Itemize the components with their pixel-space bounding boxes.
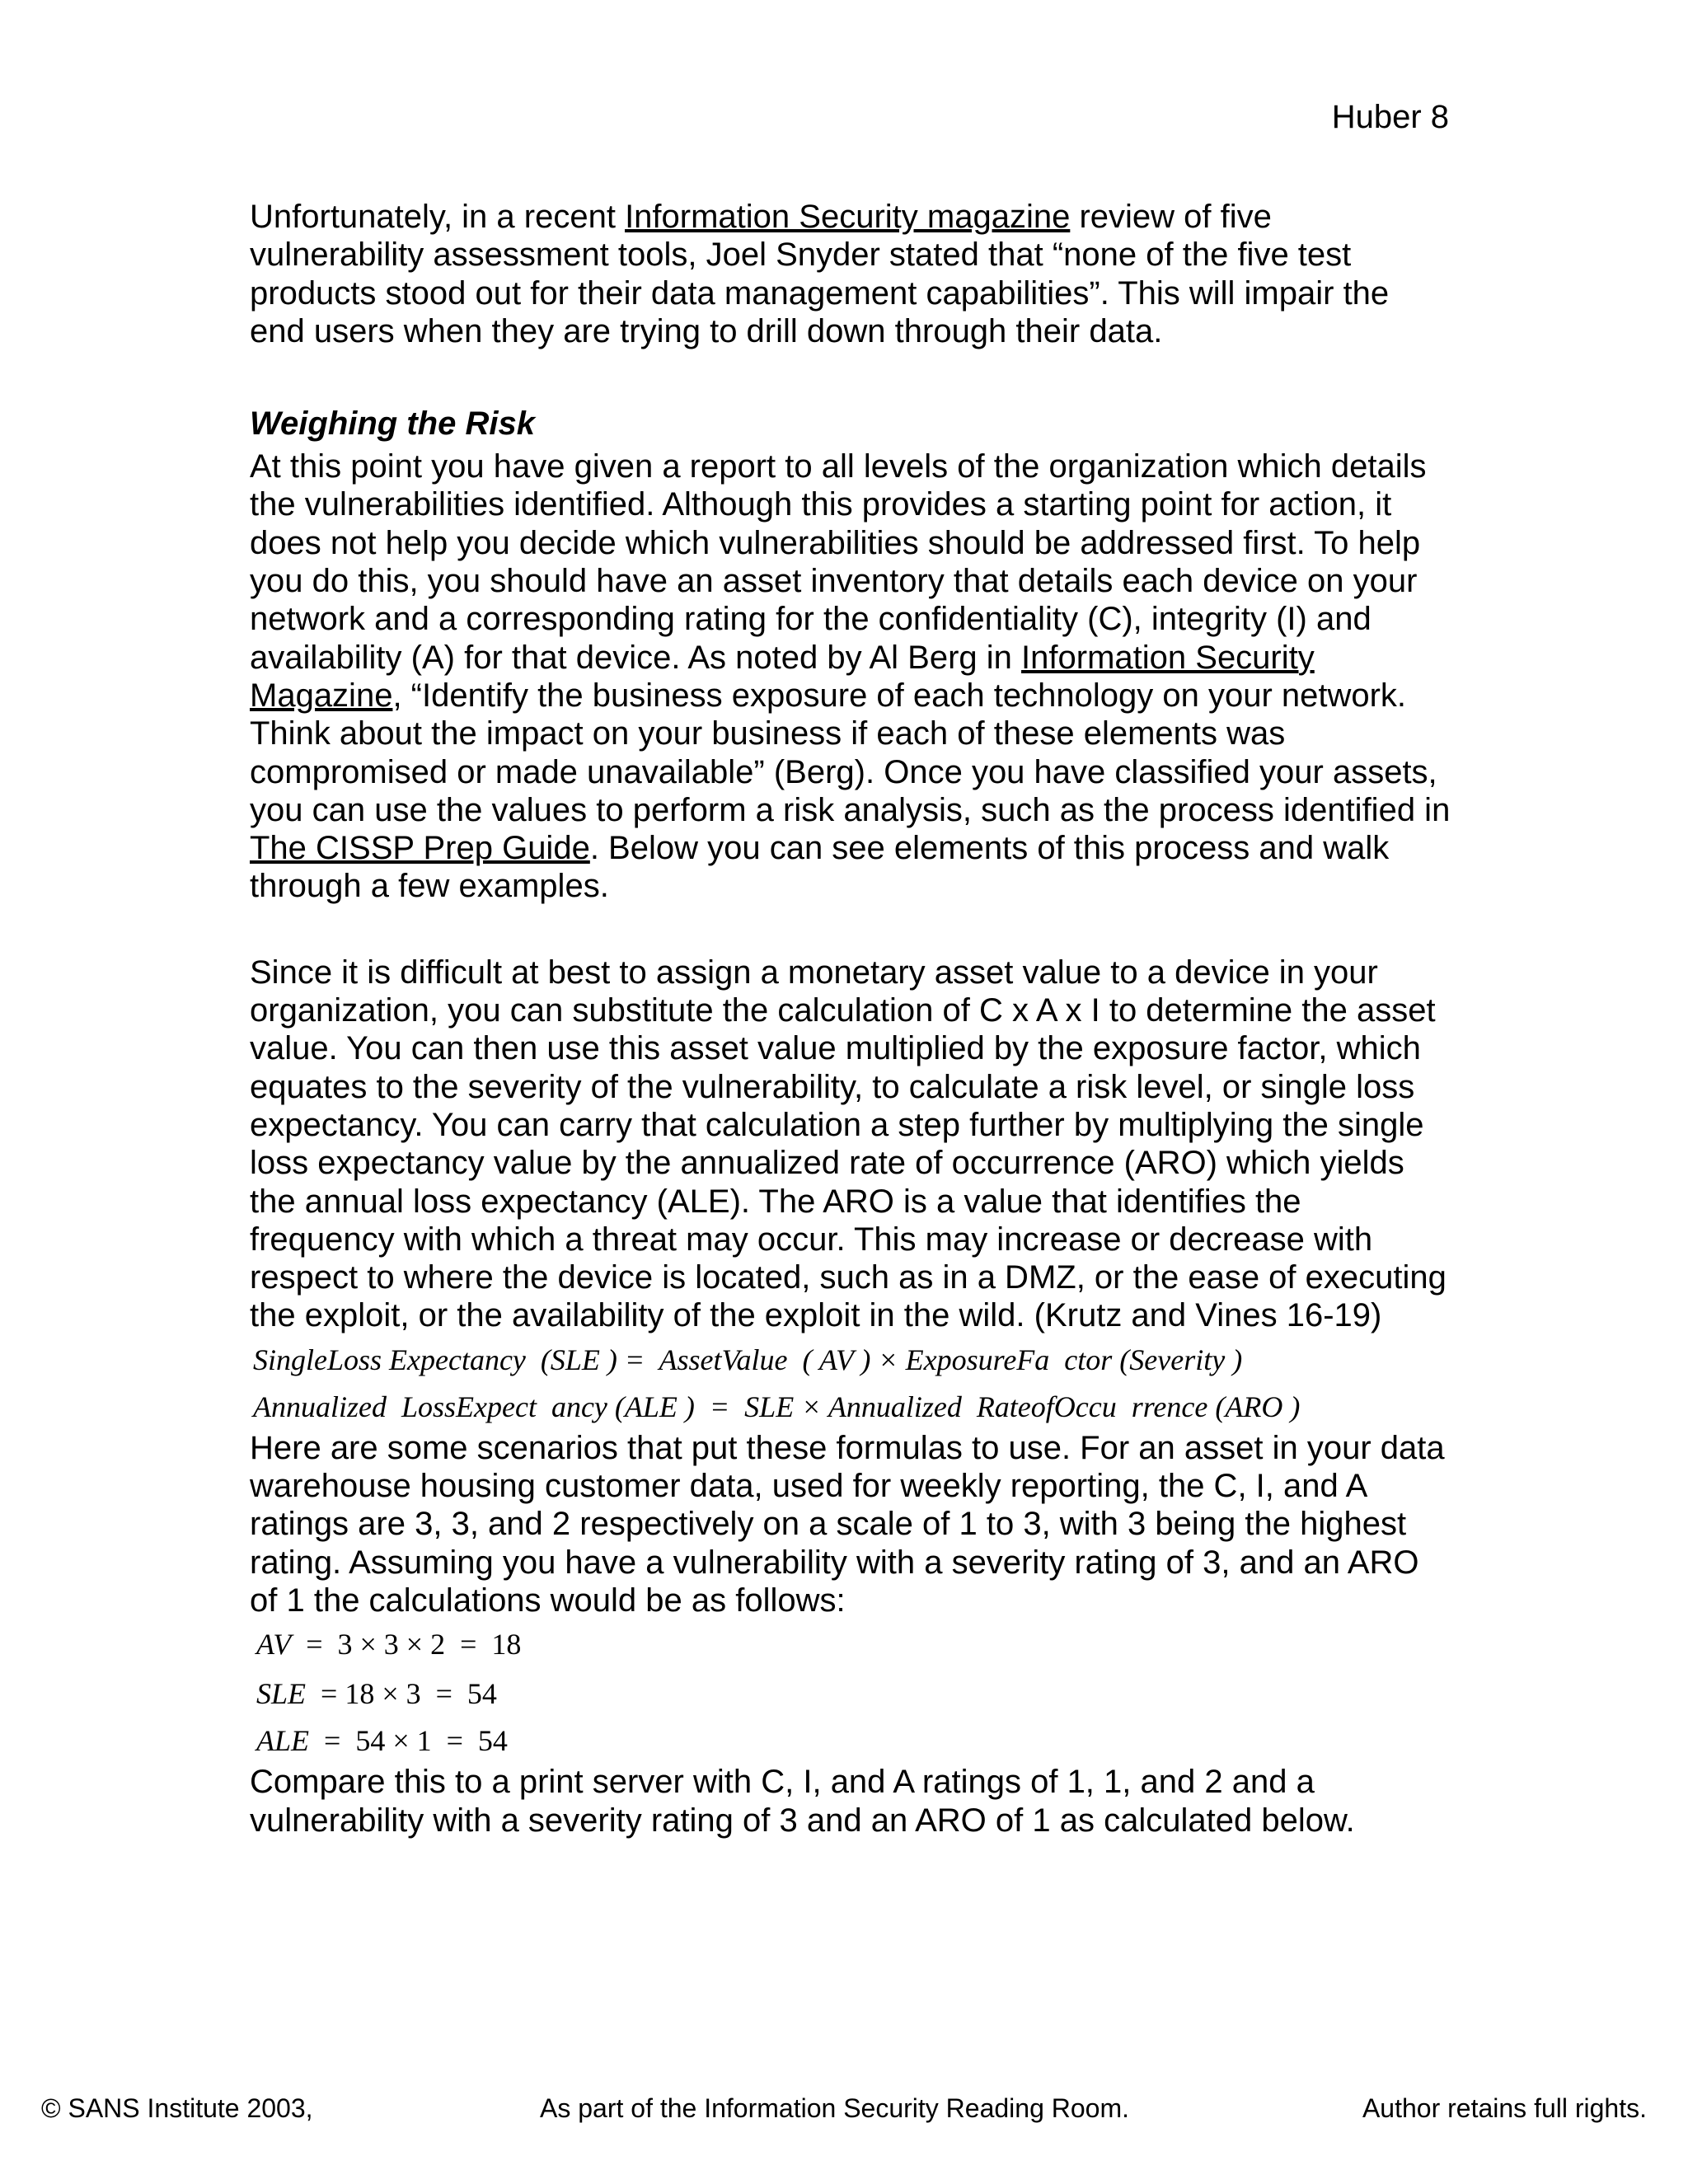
calculation-av	[250, 1619, 1453, 1669]
paragraph-intro	[250, 198, 1453, 350]
calculation-sle-var: SLE	[256, 1677, 307, 1711]
calculation-ale-expr: = 54 × 1 = 54	[309, 1724, 508, 1758]
paragraph-scenarios: Here are some scenarios that put these formulas to use. For an asset in your data warehouse housing customer data, used for weekly reporting, the C, I, and A ratings are 3, 3, and 2 respectively on a scale of 1 to 3, with 3 being the highest rating. Assuming you have a vulnerability with a severity rating of 3, and an ARO of 1 the calculations would be as follows:	[250, 1429, 1445, 1619]
formula-sle: SingleLoss Expectancy (SLE ) = AssetValue ( AV ) × ExposureFa ctor (Severity )	[253, 1343, 1243, 1376]
citation-information-security-magazine: Information Security magazine	[625, 199, 1071, 235]
calculation-av-var: AV	[256, 1628, 292, 1661]
citation-cissp-prep-guide: The CISSP Prep Guide	[250, 830, 590, 867]
citation-information-security-magazine-2: Information Security Magazine	[250, 639, 1315, 714]
paragraph-print-server: Compare this to a print server with C, I, and A ratings of 1, 1, and 2 and a vulnerability with a severity rating of 3 and an ARO of 1 as calculated below.	[250, 1764, 1355, 1839]
calculation-av-expr: = 3 × 3 × 2 = 18	[291, 1628, 522, 1661]
footer-reading-room: As part of the Information Security Reading Room.	[540, 2093, 1130, 2123]
paragraph-weighing-risk	[250, 448, 1453, 906]
paragraph-asset-value: Since it is difficult at best to assign a monetary asset value to a device in your organization, you can substitute the calculation of C x A x I to determine the asset value. You can then use this asset value multiplied by the exposure factor, which equates to the severity of the vulnerability, to calculate a risk level, or single loss expectancy. You can carry that calculation a step further by multiplying the single loss expectancy value by the annualized rate of occurrence (ARO) which yields the annual loss expectancy (ALE). The ARO is a value that identifies the frequency with which a threat may occur. This may increase or decrease with respect to where the device is located, such as in a DMZ, or the ease of executing the exploit, or the availability of the exploit in the wild. (Krutz and Vines 16-19)	[250, 954, 1447, 1334]
section-heading: Weighing the Risk	[250, 405, 535, 443]
calculation-sle-expr: = 18 × 3 = 54	[306, 1677, 497, 1711]
calculation-ale	[250, 1718, 1453, 1763]
footer-rights: Author retains full rights.	[1362, 2093, 1647, 2123]
page-number-header: Huber 8	[1331, 99, 1449, 135]
paragraph-weighing-risk-text-2: , “Identify the business exposure of each technology on your network. Think about the impact on your business if each of these elements was compromised or made unavailable” (Berg). Once you have classified your assets, you can use the values to perform a risk analysis, such as the process identified in	[250, 677, 1451, 828]
calculation-ale-var: ALE	[256, 1724, 310, 1758]
paragraph-weighing-risk-text-3: . Below you can see elements of this process and walk through a few examples.	[250, 830, 1390, 905]
paragraph-intro-text-2: review of five vulnerability assessment tools, Joel Snyder stated that “none of the five test products stood out for their data management capabilities”. This will impair the end users when they are trying to drill down through their data.	[250, 199, 1390, 349]
paragraph-intro-text-1: Unfortunately, in a recent	[250, 199, 626, 235]
paragraph-weighing-risk-text-1: At this point you have given a report to all levels of the organization which details the vulnerabilities identified. Although this provides a starting point for action, it does not help you decide which vulnerabilities should be addressed first. To help you do this, you should have an asset inventory that details each device on your network and a corresponding rating for the confidentiality (C), integrity (I) and availability (A) for that device. As noted by Al Berg in	[250, 448, 1427, 676]
formula-ale: Annualized LossExpect ancy (ALE ) = SLE × Annualized RateofOccu rrence (ARO )	[253, 1390, 1301, 1423]
page-content	[250, 198, 1453, 1840]
footer-copyright: © SANS Institute 2003,	[41, 2093, 313, 2123]
calculation-sle	[250, 1669, 1453, 1718]
